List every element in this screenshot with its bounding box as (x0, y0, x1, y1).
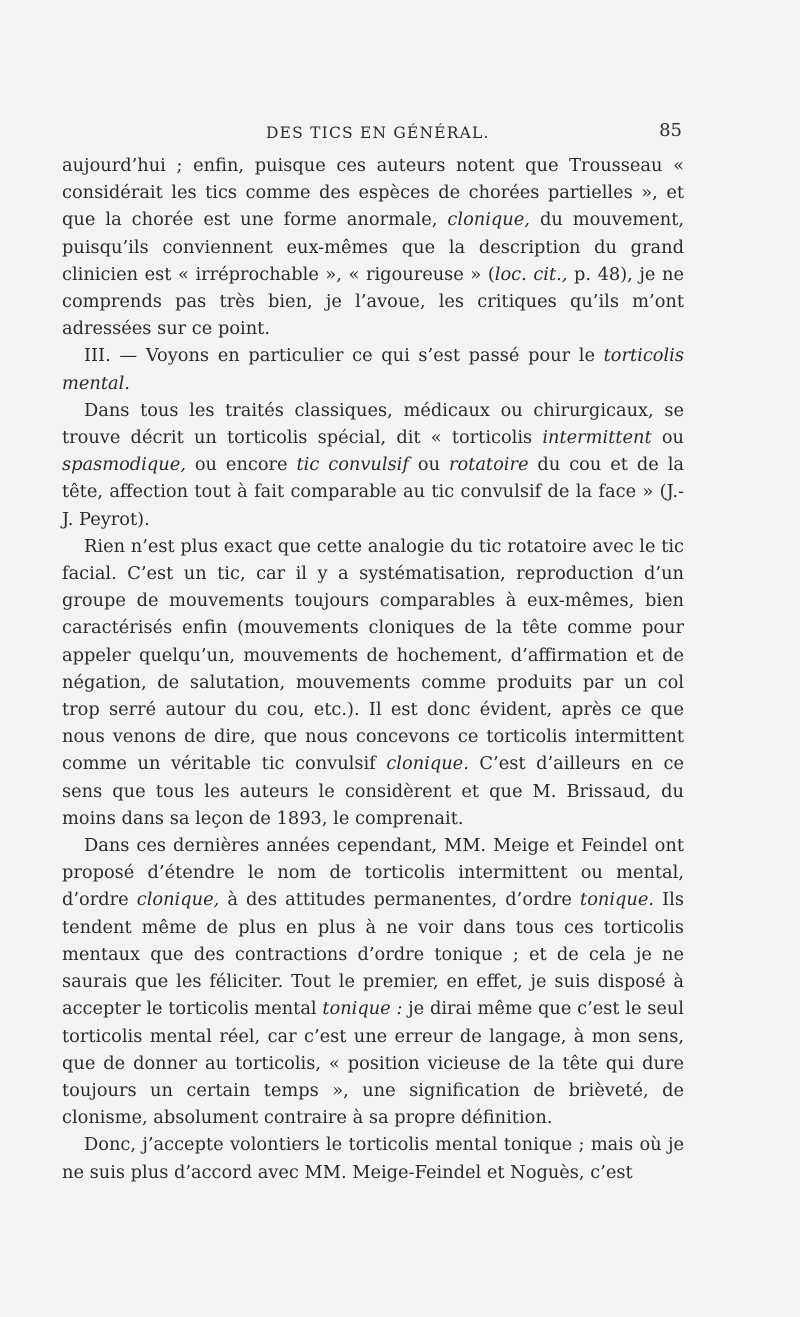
paragraph (62, 342, 684, 396)
italic-text: spasmodique, (62, 454, 186, 476)
text-run: ou (408, 454, 449, 476)
text-run: Dans tous les traités classiques, médicaux ou chirurgicaux, se trouve décrit un torticolis spécial, dit « torticolis (62, 399, 684, 449)
running-head: DES TICS EN GÉNÉRAL. (266, 124, 490, 142)
text-run: Dans ces dernières années cependant, MM. Meige et Feindel ont proposé d’étendre le nom de torticolis intermittent ou mental, d’ordre (62, 835, 684, 911)
paragraph (62, 533, 684, 832)
text-run: p. 48), je ne comprends pas très bien, je l’avoue, les critiques qu’ils m’ont adressées sur ce point. (62, 263, 684, 340)
text-run: à des attitudes permanentes, d’ordre (219, 889, 581, 911)
text-run: III. — Voyons en particulier ce qui s’est passé pour le (84, 345, 604, 367)
text-run: Donc, j’accepte volontiers le torticolis mental tonique ; mais où je ne suis plus d’accord avec MM. Meige-Feindel et Noguès, c’est (62, 1134, 684, 1183)
italic-text: clonique, (447, 209, 530, 231)
text-run: du mouvement, puisqu’ils conviennent eux-mêmes que la description du grand clinicien est « irréprochable », « rigoureuse » ( (62, 209, 685, 285)
text-run: je dirai même que c’est le seul torticolis mental réel, car c’est une erreur de langage, à mon sens, que de donner au torticolis, « position vicieuse de la tête qui dure toujours un certain temps », une signification de brièveté, de clonisme, absolument contraire à sa propre définition. (62, 998, 684, 1129)
page-header (62, 118, 684, 152)
text-run: Rien n’est plus exact que cette analogie du tic rotatoire avec le tic facial. C’est un tic, car il y a systématisation, reproduction d’un groupe de mouvements toujours comparables à eux-mêmes, bien caractérisés enfin (mouvements cloniques de la tête comme pour appeler quelqu’un, mouvements de hochement, d’affirmation et de négation, de salutation, mouvements comme produits par un col trop serré autour du cou, etc.). Il est donc évident, après ce que nous venons de dire, que nous concevons ce torticolis intermittent comme un véritable tic convulsif (62, 535, 684, 775)
text-run: ou (651, 427, 685, 449)
page-number: 85 (659, 120, 682, 141)
book-page (62, 118, 684, 1186)
text-run: C’est d’ailleurs en ce sens que tous les auteurs le considèrent et que M. Brissaud, du moins dans sa leçon de 1893, le comprenait. (62, 753, 684, 829)
paragraph (62, 832, 684, 1131)
paragraph (62, 1131, 684, 1185)
italic-text: clonique. (386, 753, 469, 775)
body-text (62, 152, 684, 1186)
text-run: ou encore (185, 454, 297, 476)
italic-text: tonique. (580, 889, 655, 911)
paragraph (62, 397, 684, 533)
italic-text: tic convulsif (296, 454, 409, 476)
italic-text: intermittent (542, 427, 652, 449)
paragraph (62, 152, 684, 342)
italic-text: rotatoire (448, 454, 529, 476)
italic-text: loc. cit., (494, 263, 568, 285)
text-run: du cou et de la tête, affection tout à fait comparable au tic convulsif de la face » (J.-J. Peyrot). (62, 454, 684, 530)
text-run: Ils tendent même de plus en plus à ne voir dans tous ces torticolis mentaux que des contractions d’ordre tonique ; et de cela je ne saurais que les féliciter. Tout le premier, en effet, je suis disposé à accepter le torticolis mental (62, 889, 684, 1020)
italic-text: tonique : (322, 998, 403, 1020)
text-run: aujourd’hui ; enfin, puisque ces auteurs notent que Trousseau « considérait les tics comme des espèces de chorées partielles », et que la chorée est une forme anormale, (62, 155, 684, 231)
italic-text: torticolis mental. (62, 345, 684, 394)
italic-text: clonique, (136, 889, 220, 911)
